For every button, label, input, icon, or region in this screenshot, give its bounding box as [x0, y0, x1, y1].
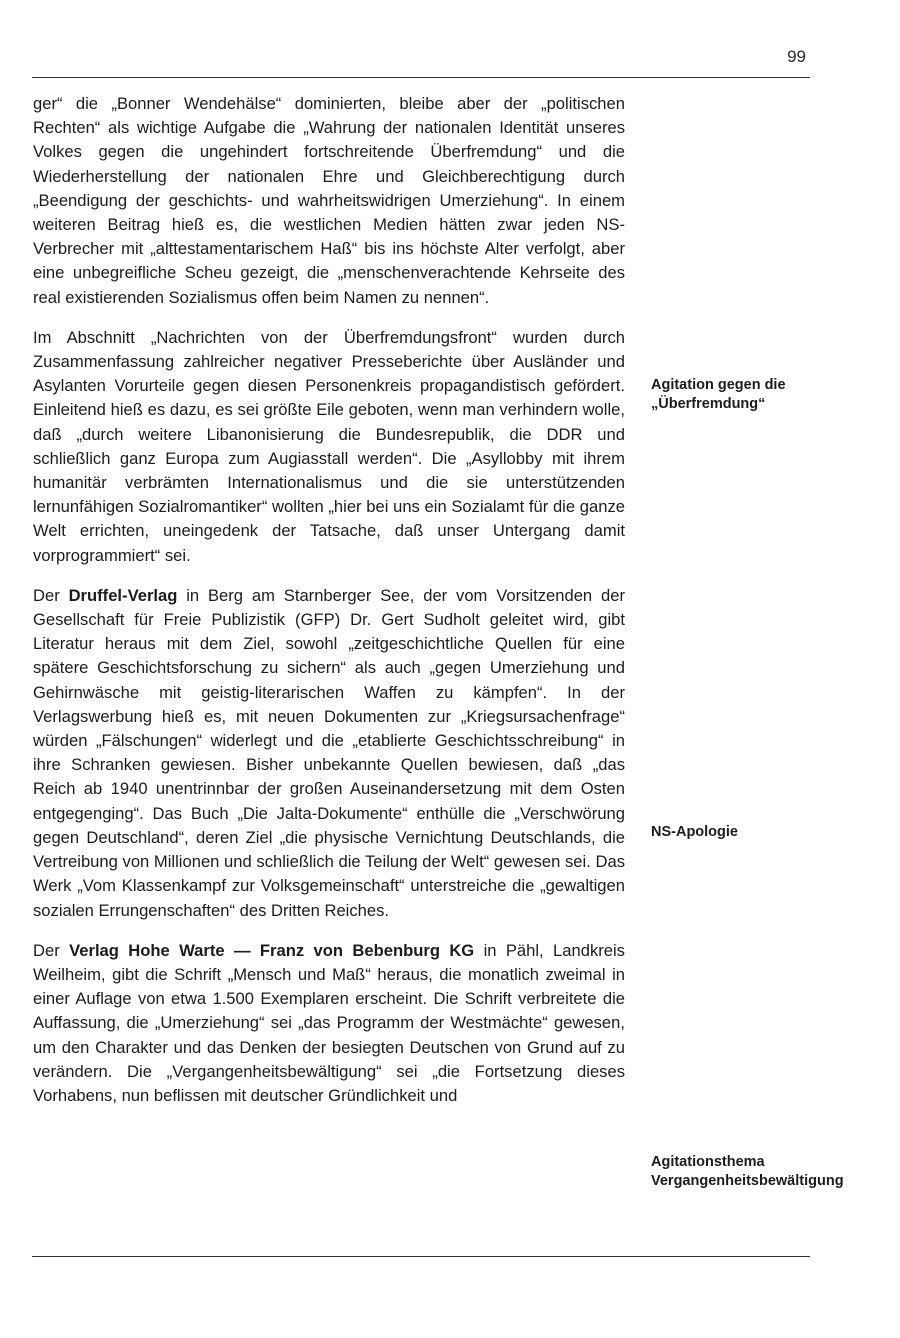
- paragraph-3-publisher-name: Druffel-Verlag: [68, 585, 178, 605]
- paragraph-4-text: in Pähl, Landkreis Weilheim, gibt die Schrift „Mensch und Maß“ heraus, die monatlich zweimal in einer Auflage von etwa 1.500 Exemplaren erscheint. Die Schrift verbreitete die Auffassung, die „Umerziehung“ sei „das Programm der Westmächte“ gewesen, um den Charakter und das Denken der besiegten Deutschen von Grund auf zu verändern. Die „Vergangenheitsbewältigung“ sei „die Fortsetzung dieses Vorhabens, nun beflissen mit deutscher Gründlichkeit und: [33, 940, 625, 1105]
- paragraph-3: [33, 584, 625, 923]
- paragraph-2: [33, 326, 625, 568]
- paragraph-1: [33, 92, 625, 310]
- paragraph-4-publisher-name: Verlag Hohe Warte — Franz von Bebenburg KG: [69, 940, 475, 960]
- paragraph-4: [33, 939, 625, 1108]
- paragraph-3-text: in Berg am Starnberger See, der vom Vorsitzenden der Gesellschaft für Freie Publizistik (GFP) Dr. Gert Sudholt geleitet wird, gibt Literatur heraus mit dem Ziel, sowohl „zeitgeschichtliche Quellen für eine spätere Geschichtsforschung zu sichern“ als auch „gegen Umerziehung und Gehirnwäsche mit geistig-literarischen Waffen zu kämpfen“. In der Verlagswerbung hieß es, mit neuen Dokumenten zur „Kriegsursachenfrage“ würden „Fälschungen“ widerlegt und die „etablierte Geschichtsschreibung“ in ihre Schranken gewiesen. Bisher unbekannte Quellen bewiesen, daß „das Reich ab 1940 unentrinnbar der großen Auseinandersetzung mit dem Osten entgegenging“. Das Buch „Die Jalta-Dokumente“ enthülle die „Verschwörung gegen Deutschland“, deren Ziel „die physische Vernichtung Deutschlands, die Vertreibung von Millionen und schließlich die Teilung der Welt“ gewesen sei. Das Werk „Vom Klassenkampf zur Volksgemeinschaft“ unterstreiche die „gewaltigen sozialen Errungenschaften“ des Dritten Reiches.: [33, 585, 625, 920]
- bottom-rule: [32, 1256, 810, 1257]
- top-rule: [32, 77, 810, 78]
- main-text-column: [33, 92, 625, 1108]
- paragraph-2-text: Im Abschnitt „Nachrichten von der Überfremdungsfront“ wurden durch Zusammenfassung zahlreicher negativer Presseberichte über Ausländer und Asylanten Vorurteile gegen diesen Personenkreis propagandistisch gefördert. Einleitend hieß es dazu, es sei größte Eile geboten, wenn man verhindern wolle, daß „durch weitere Libanonisierung die Bundesrepublik, die DDR und schließlich ganz Europa zum Augiasstall werden“. Die „Asyllobby mit ihrem humanitär verbrämten Internationalismus und die sie unterstützenden lernunfähigen Sozialromantiker“ wollten „hier bei uns ein Sozialamt für die ganze Welt errichten, uneingedenk der Tatsache, daß unser Untergang damit vorprogrammiert“ sei.: [33, 327, 625, 565]
- margin-note-vergangenheitsbewaeltigung: Agitationsthema Vergangenheitsbewältigung: [651, 1154, 844, 1189]
- paragraph-1-text: ger“ die „Bonner Wendehälse“ dominierten, bleibe aber der „politischen Rechten“ als wichtige Aufgabe die „Wahrung der nationalen Identität unseres Volkes gegen die ungehindert fortschreitende Überfremdung“ und die Wiederherstellung der nationalen Ehre und Gleichberechtigung durch „Beendigung der geschichts- und wahrheitswidrigen Umerziehung“. In einem weiteren Beitrag hieß es, die westlichen Medien hätten zwar jeden NS-Verbrecher mit „alttestamentarischem Haß“ bis ins höchste Alter verfolgt, aber eine unbegreifliche Scheu gezeigt, die „menschenverachtende Kehrseite des real existierenden Sozialismus offen beim Namen zu nennen“.: [33, 94, 625, 307]
- paragraph-3-prefix: Der: [33, 585, 69, 605]
- margin-note-agitation-ueberfremdung: Agitation gegen die „Überfremdung“: [651, 377, 786, 412]
- paragraph-4-prefix: Der: [33, 940, 70, 960]
- margin-note-ns-apologie: NS-Apologie: [651, 824, 738, 840]
- page-number: 99: [787, 47, 806, 66]
